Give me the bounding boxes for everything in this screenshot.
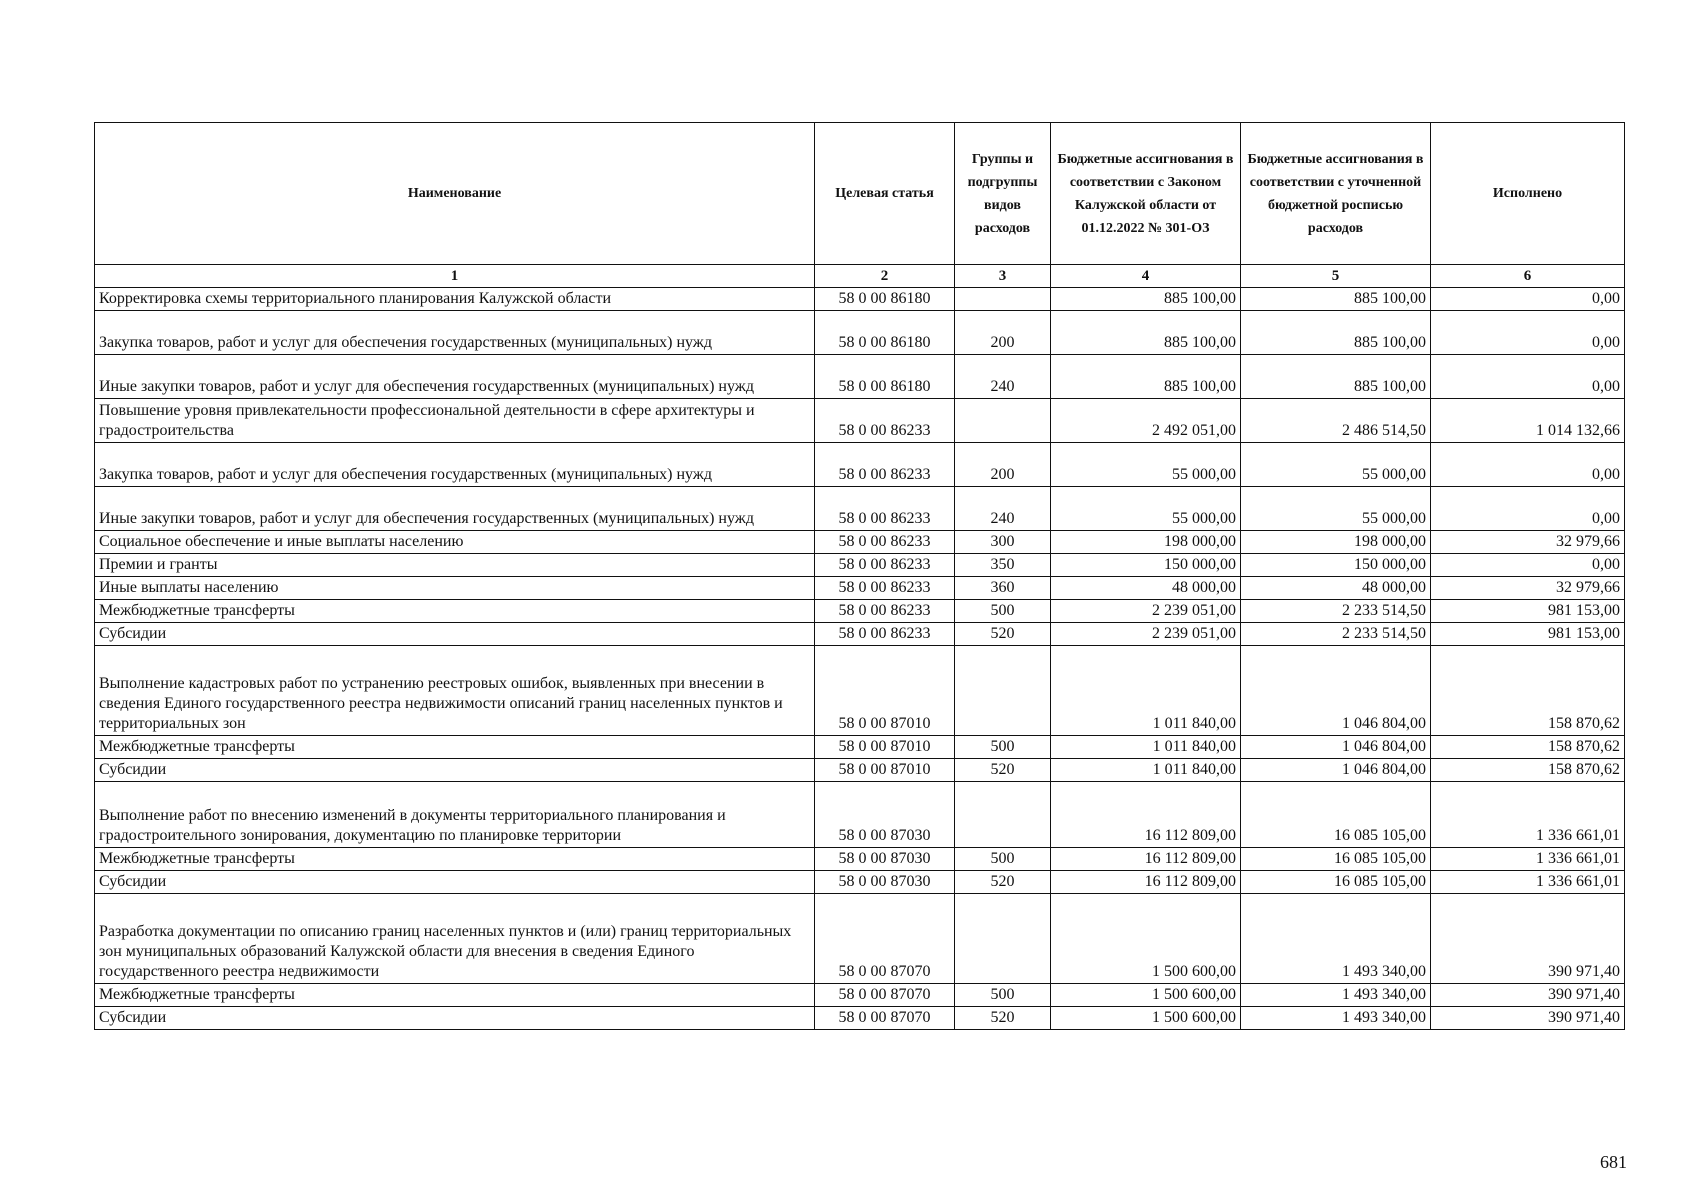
row-executed-amount: 0,00 (1431, 443, 1625, 487)
row-expense-group: 240 (955, 355, 1051, 399)
row-expense-group: 240 (955, 487, 1051, 531)
row-executed-amount: 0,00 (1431, 288, 1625, 311)
row-refined-amount: 1 046 804,00 (1241, 736, 1431, 759)
row-expense-group: 500 (955, 736, 1051, 759)
row-expense-group (955, 782, 1051, 848)
row-executed-amount: 1 014 132,66 (1431, 399, 1625, 443)
row-executed-amount: 0,00 (1431, 355, 1625, 399)
row-name: Закупка товаров, работ и услуг для обеспечения государственных (муниципальных) нужд (95, 443, 815, 487)
row-law-amount: 1 011 840,00 (1051, 759, 1241, 782)
row-law-amount: 1 500 600,00 (1051, 1007, 1241, 1030)
row-name: Разработка документации по описанию границ населенных пунктов и (или) границ территориальных зон муниципальных образований Калужской области для внесения в сведения Единого государственного реестра недвижимости (95, 894, 815, 984)
row-expense-group: 520 (955, 871, 1051, 894)
row-name: Иные закупки товаров, работ и услуг для обеспечения государственных (муниципальных) нужд (95, 355, 815, 399)
row-target-article: 58 0 00 87010 (815, 646, 955, 736)
column-number: 1 (95, 265, 815, 288)
row-target-article: 58 0 00 86233 (815, 554, 955, 577)
row-expense-group: 500 (955, 848, 1051, 871)
row-executed-amount: 0,00 (1431, 487, 1625, 531)
row-law-amount: 55 000,00 (1051, 443, 1241, 487)
table-row (95, 554, 1625, 577)
row-target-article: 58 0 00 87030 (815, 782, 955, 848)
row-name: Межбюджетные трансферты (95, 600, 815, 623)
column-number: 2 (815, 265, 955, 288)
row-refined-amount: 55 000,00 (1241, 443, 1431, 487)
row-expense-group (955, 399, 1051, 443)
table-row (95, 646, 1625, 736)
row-executed-amount: 0,00 (1431, 311, 1625, 355)
row-refined-amount: 2 233 514,50 (1241, 600, 1431, 623)
row-name: Корректировка схемы территориального планирования Калужской области (95, 288, 815, 311)
row-refined-amount: 198 000,00 (1241, 531, 1431, 554)
row-law-amount: 885 100,00 (1051, 288, 1241, 311)
row-law-amount: 16 112 809,00 (1051, 871, 1241, 894)
row-expense-group: 200 (955, 311, 1051, 355)
table-row (95, 1007, 1625, 1030)
row-target-article: 58 0 00 86233 (815, 577, 955, 600)
row-refined-amount: 48 000,00 (1241, 577, 1431, 600)
row-name: Субсидии (95, 623, 815, 646)
row-expense-group: 520 (955, 1007, 1051, 1030)
row-name: Иные закупки товаров, работ и услуг для обеспечения государственных (муниципальных) нужд (95, 487, 815, 531)
row-law-amount: 2 492 051,00 (1051, 399, 1241, 443)
row-target-article: 58 0 00 87030 (815, 871, 955, 894)
row-refined-amount: 16 085 105,00 (1241, 871, 1431, 894)
table-row (95, 311, 1625, 355)
row-target-article: 58 0 00 87070 (815, 1007, 955, 1030)
column-number-row (95, 265, 1625, 288)
row-refined-amount: 1 046 804,00 (1241, 646, 1431, 736)
row-law-amount: 16 112 809,00 (1051, 848, 1241, 871)
row-target-article: 58 0 00 87010 (815, 736, 955, 759)
row-executed-amount: 0,00 (1431, 554, 1625, 577)
row-refined-amount: 1 493 340,00 (1241, 1007, 1431, 1030)
header-target-article: Целевая статья (815, 123, 955, 265)
table-row (95, 984, 1625, 1007)
row-refined-amount: 16 085 105,00 (1241, 782, 1431, 848)
row-target-article: 58 0 00 86233 (815, 443, 955, 487)
row-refined-amount: 2 233 514,50 (1241, 623, 1431, 646)
table-row (95, 443, 1625, 487)
row-executed-amount: 390 971,40 (1431, 1007, 1625, 1030)
row-expense-group (955, 646, 1051, 736)
table-body (95, 288, 1625, 1030)
row-law-amount: 198 000,00 (1051, 531, 1241, 554)
row-law-amount: 150 000,00 (1051, 554, 1241, 577)
row-refined-amount: 885 100,00 (1241, 355, 1431, 399)
row-refined-amount: 1 493 340,00 (1241, 984, 1431, 1007)
row-expense-group: 520 (955, 759, 1051, 782)
row-law-amount: 2 239 051,00 (1051, 600, 1241, 623)
row-executed-amount: 390 971,40 (1431, 984, 1625, 1007)
row-expense-group (955, 894, 1051, 984)
row-law-amount: 885 100,00 (1051, 311, 1241, 355)
row-target-article: 58 0 00 86233 (815, 531, 955, 554)
table-row (95, 848, 1625, 871)
row-target-article: 58 0 00 87070 (815, 984, 955, 1007)
row-name: Закупка товаров, работ и услуг для обеспечения государственных (муниципальных) нужд (95, 311, 815, 355)
row-target-article: 58 0 00 86180 (815, 311, 955, 355)
row-expense-group (955, 288, 1051, 311)
row-executed-amount: 158 870,62 (1431, 759, 1625, 782)
row-refined-amount: 1 046 804,00 (1241, 759, 1431, 782)
row-target-article: 58 0 00 86233 (815, 487, 955, 531)
row-expense-group: 500 (955, 600, 1051, 623)
row-target-article: 58 0 00 87070 (815, 894, 955, 984)
header-law-appropriations: Бюджетные ассигнования в соответствии с Законом Калужской области от 01.12.2022 № 301-ОЗ (1051, 123, 1241, 265)
table-row (95, 355, 1625, 399)
row-name: Премии и гранты (95, 554, 815, 577)
column-number: 5 (1241, 265, 1431, 288)
header-expense-groups: Группы и подгруппы видов расходов (955, 123, 1051, 265)
header-name: Наименование (95, 123, 815, 265)
row-expense-group: 500 (955, 984, 1051, 1007)
row-name: Межбюджетные трансферты (95, 848, 815, 871)
column-number: 6 (1431, 265, 1625, 288)
row-target-article: 58 0 00 86233 (815, 600, 955, 623)
row-target-article: 58 0 00 86180 (815, 288, 955, 311)
table-row (95, 894, 1625, 984)
row-executed-amount: 158 870,62 (1431, 736, 1625, 759)
table-header-row (95, 123, 1625, 265)
row-refined-amount: 2 486 514,50 (1241, 399, 1431, 443)
row-executed-amount: 1 336 661,01 (1431, 848, 1625, 871)
row-name: Социальное обеспечение и иные выплаты населению (95, 531, 815, 554)
table-row (95, 623, 1625, 646)
row-name: Повышение уровня привлекательности профессиональной деятельности в сфере архитектуры и градостроительства (95, 399, 815, 443)
row-refined-amount: 885 100,00 (1241, 288, 1431, 311)
row-executed-amount: 1 336 661,01 (1431, 871, 1625, 894)
row-executed-amount: 1 336 661,01 (1431, 782, 1625, 848)
row-expense-group: 520 (955, 623, 1051, 646)
row-name: Субсидии (95, 1007, 815, 1030)
row-refined-amount: 55 000,00 (1241, 487, 1431, 531)
column-number: 4 (1051, 265, 1241, 288)
row-name: Межбюджетные трансферты (95, 984, 815, 1007)
row-expense-group: 300 (955, 531, 1051, 554)
row-law-amount: 2 239 051,00 (1051, 623, 1241, 646)
table-row (95, 487, 1625, 531)
row-name: Межбюджетные трансферты (95, 736, 815, 759)
table-row (95, 782, 1625, 848)
row-target-article: 58 0 00 86180 (815, 355, 955, 399)
budget-table (94, 122, 1625, 1030)
row-refined-amount: 16 085 105,00 (1241, 848, 1431, 871)
table-row (95, 600, 1625, 623)
row-expense-group: 350 (955, 554, 1051, 577)
row-executed-amount: 32 979,66 (1431, 577, 1625, 600)
row-expense-group: 360 (955, 577, 1051, 600)
row-executed-amount: 158 870,62 (1431, 646, 1625, 736)
row-name: Субсидии (95, 759, 815, 782)
row-law-amount: 55 000,00 (1051, 487, 1241, 531)
row-law-amount: 1 500 600,00 (1051, 894, 1241, 984)
header-executed: Исполнено (1431, 123, 1625, 265)
row-target-article: 58 0 00 87010 (815, 759, 955, 782)
row-executed-amount: 981 153,00 (1431, 600, 1625, 623)
row-name: Выполнение работ по внесению изменений в документы территориального планирования и градостроительного зонирования, документацию по планировке территории (95, 782, 815, 848)
row-target-article: 58 0 00 86233 (815, 399, 955, 443)
table-row (95, 531, 1625, 554)
column-number: 3 (955, 265, 1051, 288)
table-row (95, 577, 1625, 600)
row-refined-amount: 885 100,00 (1241, 311, 1431, 355)
row-expense-group: 200 (955, 443, 1051, 487)
row-law-amount: 48 000,00 (1051, 577, 1241, 600)
row-law-amount: 885 100,00 (1051, 355, 1241, 399)
row-law-amount: 1 500 600,00 (1051, 984, 1241, 1007)
table-row (95, 288, 1625, 311)
row-target-article: 58 0 00 87030 (815, 848, 955, 871)
row-executed-amount: 32 979,66 (1431, 531, 1625, 554)
row-refined-amount: 1 493 340,00 (1241, 894, 1431, 984)
table-row (95, 736, 1625, 759)
table-row (95, 871, 1625, 894)
row-executed-amount: 390 971,40 (1431, 894, 1625, 984)
row-name: Иные выплаты населению (95, 577, 815, 600)
table-row (95, 759, 1625, 782)
row-executed-amount: 981 153,00 (1431, 623, 1625, 646)
row-law-amount: 1 011 840,00 (1051, 646, 1241, 736)
header-refined-appropriations: Бюджетные ассигнования в соответствии с уточненной бюджетной росписью расходов (1241, 123, 1431, 265)
table-row (95, 399, 1625, 443)
row-law-amount: 16 112 809,00 (1051, 782, 1241, 848)
row-name: Субсидии (95, 871, 815, 894)
row-name: Выполнение кадастровых работ по устранению реестровых ошибок, выявленных при внесении в сведения Единого государственного реестра недвижимости описаний границ населенных пунктов и территориальных зон (95, 646, 815, 736)
row-refined-amount: 150 000,00 (1241, 554, 1431, 577)
row-target-article: 58 0 00 86233 (815, 623, 955, 646)
page-number: 681 (1600, 1152, 1627, 1172)
row-law-amount: 1 011 840,00 (1051, 736, 1241, 759)
